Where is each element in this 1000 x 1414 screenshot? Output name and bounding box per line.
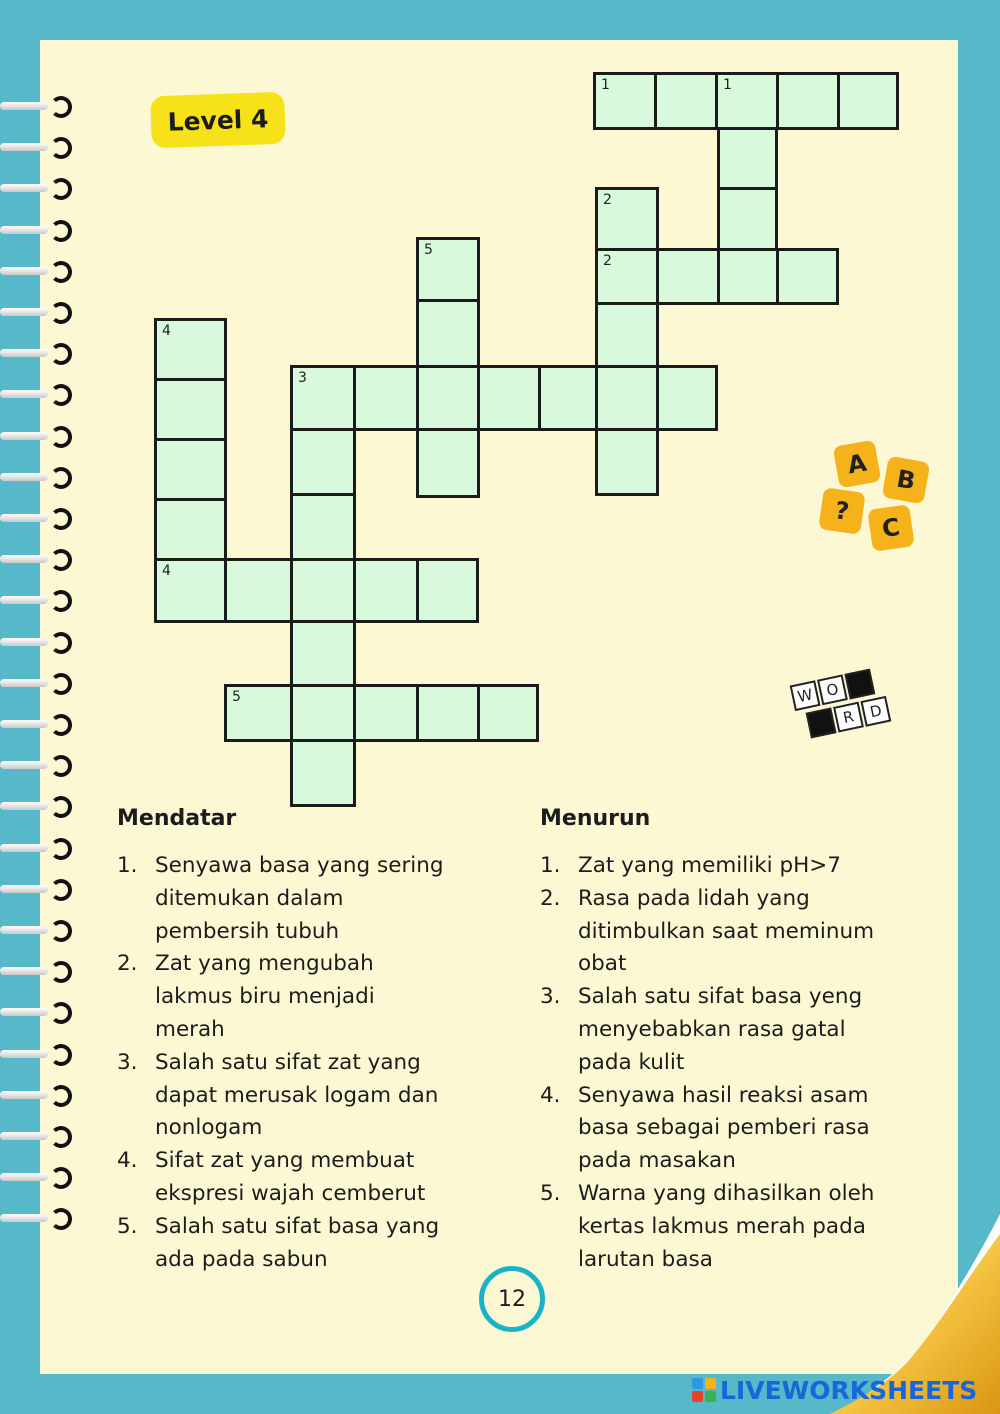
ring-wire xyxy=(0,432,48,440)
clue-item-line: ditimbulkan saat meminum xyxy=(578,918,875,944)
spiral-ring xyxy=(0,1207,70,1229)
spiral-ring xyxy=(0,1125,70,1147)
ring-hole xyxy=(50,137,72,159)
spiral-ring xyxy=(0,919,70,941)
ring-wire xyxy=(0,885,48,893)
clue-item xyxy=(540,1080,940,1178)
clue-item-line: pembersih tubuh xyxy=(155,918,340,944)
clue-item-line: Senyawa basa yang sering xyxy=(155,853,444,878)
ring-hole xyxy=(50,178,72,200)
clue-item xyxy=(117,1211,517,1277)
ring-wire xyxy=(0,720,48,728)
liveworksheets-brand xyxy=(692,1376,977,1404)
crossword-cell[interactable] xyxy=(715,72,779,130)
clue-item-number: 2. xyxy=(117,951,138,977)
clue-number: 4 xyxy=(162,563,171,579)
clue-item-number: 3. xyxy=(117,1049,138,1075)
ring-hole xyxy=(50,673,72,695)
ring-wire xyxy=(0,1091,48,1099)
brand-logo-icon xyxy=(692,1378,716,1402)
clue-number: 1 xyxy=(723,77,732,93)
clue-item-number: 3. xyxy=(540,984,561,1010)
spiral-ring xyxy=(0,631,70,653)
crossword-cell[interactable] xyxy=(224,558,293,623)
ring-hole xyxy=(50,549,72,571)
spiral-ring xyxy=(0,754,70,776)
spiral-ring xyxy=(0,342,70,364)
clue-item-line: Zat yang memiliki pH>7 xyxy=(578,853,841,878)
ring-hole xyxy=(50,220,72,242)
crossword-cell[interactable] xyxy=(416,428,480,498)
crossword-cell[interactable] xyxy=(593,72,657,130)
ring-hole xyxy=(50,755,72,777)
clue-item-line: Salah satu sifat basa yeng xyxy=(578,984,863,1010)
word-box-filled xyxy=(806,708,837,739)
letter-tile: A xyxy=(833,440,882,489)
ring-hole xyxy=(50,590,72,612)
clue-number: 5 xyxy=(424,242,433,258)
clue-number: 2 xyxy=(603,253,612,269)
ring-wire xyxy=(0,184,48,192)
ring-wire xyxy=(0,596,48,604)
clue-item-line: merah xyxy=(155,1016,225,1042)
word-box: W xyxy=(790,680,821,711)
clue-item-line: nonlogam xyxy=(155,1115,263,1141)
ring-wire xyxy=(0,1173,48,1181)
crossword-cell[interactable] xyxy=(290,428,356,496)
ring-hole xyxy=(50,1002,72,1024)
ring-hole xyxy=(50,1085,72,1107)
clue-item-line: ada pada sabun xyxy=(155,1246,328,1272)
clue-item-number: 4. xyxy=(540,1082,561,1108)
spiral-ring xyxy=(0,589,70,611)
clue-item xyxy=(540,883,940,981)
spiral-ring xyxy=(0,837,70,859)
ring-hole xyxy=(50,302,72,324)
ring-hole xyxy=(50,879,72,901)
crossword-cell[interactable] xyxy=(477,365,541,431)
clue-item xyxy=(540,981,940,1079)
ring-hole xyxy=(50,508,72,530)
clue-item-number: 1. xyxy=(540,853,561,878)
clue-item-line: obat xyxy=(578,951,627,977)
ring-wire xyxy=(0,1050,48,1058)
crossword-cell[interactable] xyxy=(290,739,356,807)
mendatar-clue-list xyxy=(117,850,517,1276)
ring-wire xyxy=(0,926,48,934)
spiral-ring xyxy=(0,1043,70,1065)
clue-item-line: pada kulit xyxy=(578,1049,685,1075)
ring-wire xyxy=(0,638,48,646)
clue-number: 2 xyxy=(603,192,612,208)
crossword-cell[interactable] xyxy=(290,365,356,431)
crossword-cell[interactable] xyxy=(416,684,480,742)
ring-wire xyxy=(0,226,48,234)
crossword-cell[interactable] xyxy=(717,187,778,251)
spiral-ring xyxy=(0,260,70,282)
crossword-cell[interactable] xyxy=(290,684,356,742)
crossword-cell[interactable] xyxy=(595,248,659,305)
ring-hole xyxy=(50,96,72,118)
clue-item-line: kertas lakmus merah pada xyxy=(578,1213,866,1239)
crossword-cell[interactable] xyxy=(154,318,227,381)
crossword-cell[interactable] xyxy=(654,72,718,130)
ring-hole xyxy=(50,632,72,654)
crossword-cell[interactable] xyxy=(837,72,899,130)
ring-hole xyxy=(50,1208,72,1230)
spiral-ring xyxy=(0,1166,70,1188)
clue-item-line: basa sebagai pemberi rasa xyxy=(578,1115,870,1141)
crossword-cell[interactable] xyxy=(416,558,479,623)
crossword-cell[interactable] xyxy=(290,620,356,687)
crossword-cell[interactable] xyxy=(353,684,419,742)
ring-hole xyxy=(50,796,72,818)
crossword-cell[interactable] xyxy=(353,365,419,431)
level-badge: Level 4 xyxy=(150,92,286,149)
ring-hole xyxy=(50,1044,72,1066)
ring-hole xyxy=(50,1167,72,1189)
clue-item-line: menyebabkan rasa gatal xyxy=(578,1016,846,1042)
crossword-cell[interactable] xyxy=(595,365,659,431)
ring-wire xyxy=(0,143,48,151)
crossword-cell[interactable] xyxy=(416,365,480,431)
clue-item-line: pada masakan xyxy=(578,1148,736,1174)
ring-wire xyxy=(0,390,48,398)
clue-item-number: 4. xyxy=(117,1148,138,1174)
clue-item xyxy=(117,850,517,948)
spiral-ring xyxy=(0,383,70,405)
letter-tile: C xyxy=(867,504,914,551)
spiral-ring xyxy=(0,95,70,117)
crossword-cell[interactable] xyxy=(290,493,356,561)
clue-item xyxy=(117,1047,517,1145)
crossword-cell[interactable] xyxy=(477,684,539,742)
ring-hole xyxy=(50,838,72,860)
ring-wire xyxy=(0,967,48,975)
crossword-cell[interactable] xyxy=(416,299,480,368)
spiral-ring xyxy=(0,219,70,241)
crossword-cell[interactable] xyxy=(595,187,659,251)
ring-wire xyxy=(0,555,48,563)
spiral-ring xyxy=(0,878,70,900)
clue-item-number: 5. xyxy=(117,1213,138,1239)
page-number: 12 xyxy=(479,1266,545,1332)
word-box: D xyxy=(860,696,891,727)
ring-wire xyxy=(0,679,48,687)
crossword-cell[interactable] xyxy=(224,684,293,742)
crossword-cell[interactable] xyxy=(656,365,718,431)
spiral-ring xyxy=(0,960,70,982)
crossword-cell[interactable] xyxy=(717,127,778,190)
spiral-ring xyxy=(0,177,70,199)
crossword-cell[interactable] xyxy=(776,72,840,130)
letter-tile: ? xyxy=(818,487,865,534)
spiral-ring xyxy=(0,672,70,694)
word-box: O xyxy=(817,674,848,705)
crossword-cell[interactable] xyxy=(656,248,720,305)
clue-item-line: larutan basa xyxy=(578,1246,713,1272)
ring-wire xyxy=(0,1132,48,1140)
ring-hole xyxy=(50,714,72,736)
letter-tile: B xyxy=(882,456,931,505)
clue-item-line: Rasa pada lidah yang xyxy=(578,885,810,911)
menurun-clue-list xyxy=(540,850,940,1276)
spiral-ring xyxy=(0,713,70,735)
clue-item xyxy=(540,850,940,883)
word-box: R xyxy=(833,702,864,733)
ring-hole xyxy=(50,920,72,942)
word-box-filled xyxy=(844,669,875,700)
ring-wire xyxy=(0,844,48,852)
crossword-cell[interactable] xyxy=(416,237,480,302)
crossword-cell[interactable] xyxy=(154,438,227,501)
ring-wire xyxy=(0,1008,48,1016)
brand-name: LIVEWORKSHEETS xyxy=(720,1375,978,1405)
clue-number: 5 xyxy=(232,689,241,705)
crossword-cell[interactable] xyxy=(353,558,419,623)
menurun-heading: Menurun xyxy=(540,806,651,831)
crossword-cell[interactable] xyxy=(154,498,227,561)
ring-wire xyxy=(0,349,48,357)
clue-number: 4 xyxy=(162,323,171,339)
clue-item-number: 1. xyxy=(117,853,138,878)
crossword-cell[interactable] xyxy=(154,558,227,623)
crossword-cell[interactable] xyxy=(717,248,779,305)
clue-item-line: Salah satu sifat basa yang xyxy=(155,1213,440,1239)
spiral-ring xyxy=(0,1001,70,1023)
ring-wire xyxy=(0,1214,48,1222)
clue-item-line: lakmus biru menjadi xyxy=(155,984,375,1010)
spiral-ring xyxy=(0,301,70,323)
clue-item-number: 5. xyxy=(540,1180,561,1206)
crossword-cell[interactable] xyxy=(595,302,659,368)
crossword-cell[interactable] xyxy=(538,365,598,431)
ring-wire xyxy=(0,473,48,481)
clue-item-line: Salah satu sifat zat yang xyxy=(155,1049,421,1075)
spiral-ring xyxy=(0,548,70,570)
clue-number: 1 xyxy=(601,77,610,93)
mendatar-heading: Mendatar xyxy=(117,806,237,831)
ring-wire xyxy=(0,267,48,275)
ring-wire xyxy=(0,514,48,522)
spiral-ring xyxy=(0,136,70,158)
clue-item xyxy=(117,1145,517,1211)
clue-number: 3 xyxy=(298,370,307,386)
ring-wire xyxy=(0,761,48,769)
ring-hole xyxy=(50,426,72,448)
spiral-ring xyxy=(0,507,70,529)
ring-wire xyxy=(0,102,48,110)
spiral-ring xyxy=(0,1084,70,1106)
clue-item-line: Sifat zat yang membuat xyxy=(155,1148,415,1174)
ring-hole xyxy=(50,261,72,283)
clue-item-line: Zat yang mengubah xyxy=(155,951,374,977)
ring-wire xyxy=(0,802,48,810)
crossword-cell[interactable] xyxy=(154,378,227,441)
clue-item-line: Senyawa hasil reaksi asam xyxy=(578,1082,869,1108)
clue-item-number: 2. xyxy=(540,885,561,911)
clue-item-line: ekspresi wajah cemberut xyxy=(155,1180,426,1206)
spiral-ring xyxy=(0,425,70,447)
crossword-cell[interactable] xyxy=(290,558,356,623)
ring-hole xyxy=(50,343,72,365)
ring-hole xyxy=(50,467,72,489)
ring-hole xyxy=(50,1126,72,1148)
crossword-cell[interactable] xyxy=(776,248,839,305)
spiral-ring xyxy=(0,466,70,488)
clue-item xyxy=(117,948,517,1046)
ring-hole xyxy=(50,961,72,983)
clue-item-line: ditemukan dalam xyxy=(155,885,344,911)
clue-item-line: Warna yang dihasilkan oleh xyxy=(578,1180,875,1206)
spiral-ring xyxy=(0,795,70,817)
crossword-cell[interactable] xyxy=(595,428,659,496)
clue-item-line: dapat merusak logam dan xyxy=(155,1082,439,1108)
ring-hole xyxy=(50,384,72,406)
ring-wire xyxy=(0,308,48,316)
